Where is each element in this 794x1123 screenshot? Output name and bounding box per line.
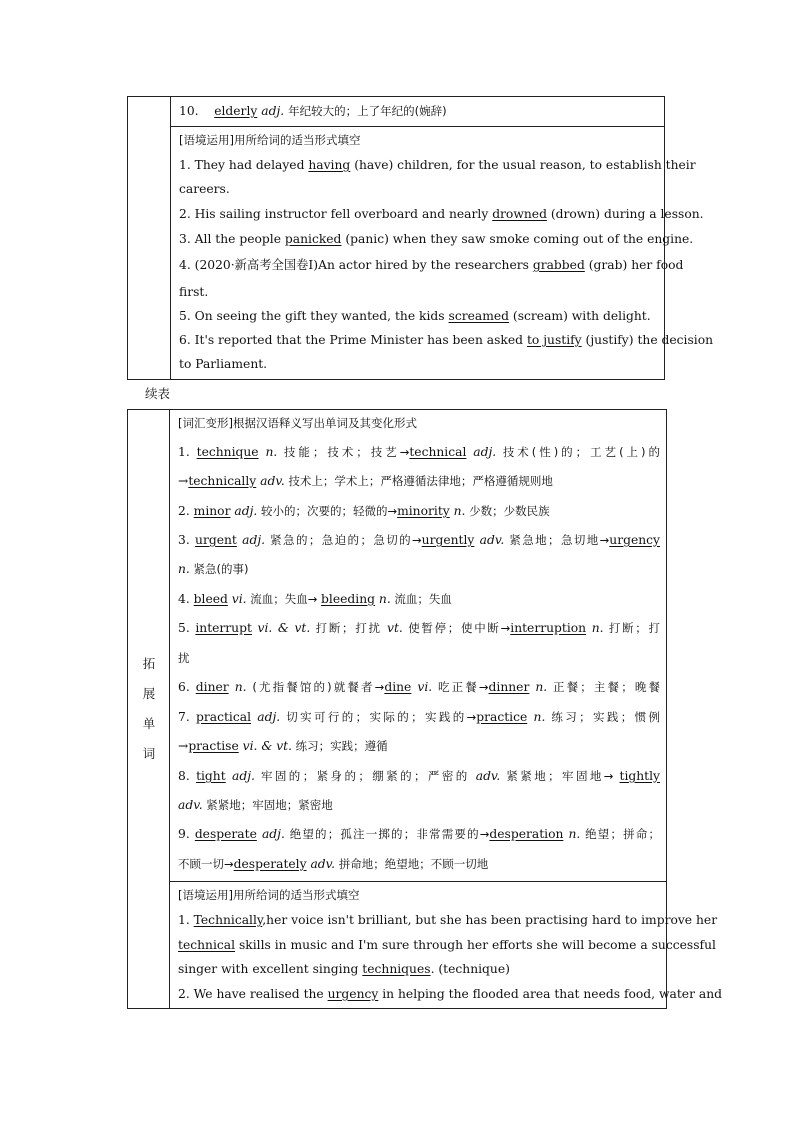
table-1-content bbox=[171, 97, 714, 379]
entry-word: elderly bbox=[214, 104, 258, 118]
vocab-line-2: 2. minor adj. 较小的；次要的；轻微的→minority n. 少数；少数民族 bbox=[178, 504, 550, 518]
side-label-char: 展 bbox=[142, 686, 156, 701]
vocab-line-6: 6. diner n. (尤指餐馆的)就餐者→dine vi. 吃正餐→dinner n. 正餐；主餐；晚餐 bbox=[178, 680, 660, 694]
vocab-line-5: 5. interrupt vi. & vt. 打断；打扰 vt. 使暂停；使中断→interruption n. 打断；打 bbox=[178, 621, 661, 635]
vocab-line-1: 1. technique n. 技能；技术；技艺→technical adj. 技术(性)的；工艺(上)的 bbox=[178, 445, 660, 459]
vocab-line-8b: adv. 紧紧地；牢固地；紧密地 bbox=[178, 798, 333, 812]
context-line-1c: singer with excellent singing techniques. (technique) bbox=[178, 962, 510, 976]
vocab-line-9b: 不顾一切→desperately adv. 拼命地；绝望地；不顾一切地 bbox=[178, 857, 489, 871]
exercise-6: 6. It's reported that the Prime Minister has been asked to justify (justify) the decision bbox=[179, 333, 714, 347]
continued-label: 续表 bbox=[145, 386, 171, 401]
vocab-line-7b: →practise vi. & vt. 练习；实践；遵循 bbox=[178, 739, 388, 753]
answer: drowned bbox=[492, 207, 547, 221]
context-line-1a: 1. Technically,her voice isn't brilliant, but she has been practising hard to improve her bbox=[178, 913, 718, 927]
answer: to justify bbox=[526, 333, 582, 347]
vocab-line-8: 8. tight adj. 牢固的；紧身的；绷紧的；严密的 adv. 紧紧地；牢固地→ tightly bbox=[178, 769, 660, 783]
answer: grabbed bbox=[532, 258, 585, 272]
exercise-1-cont: careers. bbox=[179, 182, 230, 196]
vocab-line-3: 3. urgent adj. 紧急的；急迫的；急切的→urgently adv. 紧急地；急切地→urgency bbox=[178, 533, 660, 547]
exercise-3: 3. All the people panicked (panic) when they saw smoke coming out of the engine. bbox=[179, 232, 694, 246]
answer: having bbox=[308, 158, 351, 172]
section-title-context: [语境运用]用所给词的适当形式填空 bbox=[179, 133, 361, 147]
exercise-4-cont: first. bbox=[179, 285, 209, 299]
vocab-line-3b: n. 紧急(的事) bbox=[178, 562, 249, 576]
exercise-1: 1. They had delayed having (have) children, for the usual reason, to establish their bbox=[179, 158, 696, 172]
vocab-line-5b: 扰 bbox=[178, 651, 190, 665]
table-2-content bbox=[170, 410, 722, 1008]
vocab-line-7: 7. practical adj. 切实可行的；实际的；实践的→practice n. 练习；实践；惯例 bbox=[178, 710, 660, 724]
side-label-char: 词 bbox=[142, 746, 156, 761]
section-title-context-2: [语境运用]用所给词的适当形式填空 bbox=[178, 888, 360, 902]
table-2-left-column bbox=[128, 410, 170, 1008]
side-label-char: 单 bbox=[142, 716, 156, 731]
context-line-1b: technical skills in music and I'm sure through her efforts she will become a successful bbox=[178, 938, 716, 952]
answer: panicked bbox=[284, 232, 342, 246]
answer: screamed bbox=[448, 309, 510, 323]
table-2 bbox=[127, 409, 722, 1009]
table-1-left-column bbox=[128, 97, 171, 379]
vocab-line-1b: →technically adv. 技术上；学术上；严格遵循法律地；严格遵循规则地 bbox=[178, 474, 553, 488]
exercise-6-cont: to Parliament. bbox=[179, 357, 268, 371]
context-line-2a: 2. We have realised the urgency in helping the flooded area that needs food, water and bbox=[178, 987, 722, 1001]
vocab-line-9: 9. desperate adj. 绝望的；孤注一掷的；非常需要的→desperation n. 绝望；拼命； bbox=[178, 827, 660, 841]
section-title-vocab: [词汇变形]根据汉语释义写出单词及其变化形式 bbox=[178, 416, 417, 430]
exercise-4: 4. (2020·新高考全国卷Ⅰ)An actor hired by the researchers grabbed (grab) her food bbox=[179, 258, 684, 272]
exercise-5: 5. On seeing the gift they wanted, the kids screamed (scream) with delight. bbox=[179, 309, 651, 323]
table-1 bbox=[127, 96, 714, 380]
side-label-char: 拓 bbox=[142, 656, 156, 671]
vocab-line-4: 4. bleed vi. 流血；失血→ bleeding n. 流血；失血 bbox=[178, 592, 452, 606]
exercise-2: 2. His sailing instructor fell overboard and nearly drowned (drown) during a lesson. bbox=[179, 207, 704, 221]
vocab-entry-10: 10. elderly adj. 年纪较大的；上了年纪的(婉辞) bbox=[179, 104, 447, 118]
